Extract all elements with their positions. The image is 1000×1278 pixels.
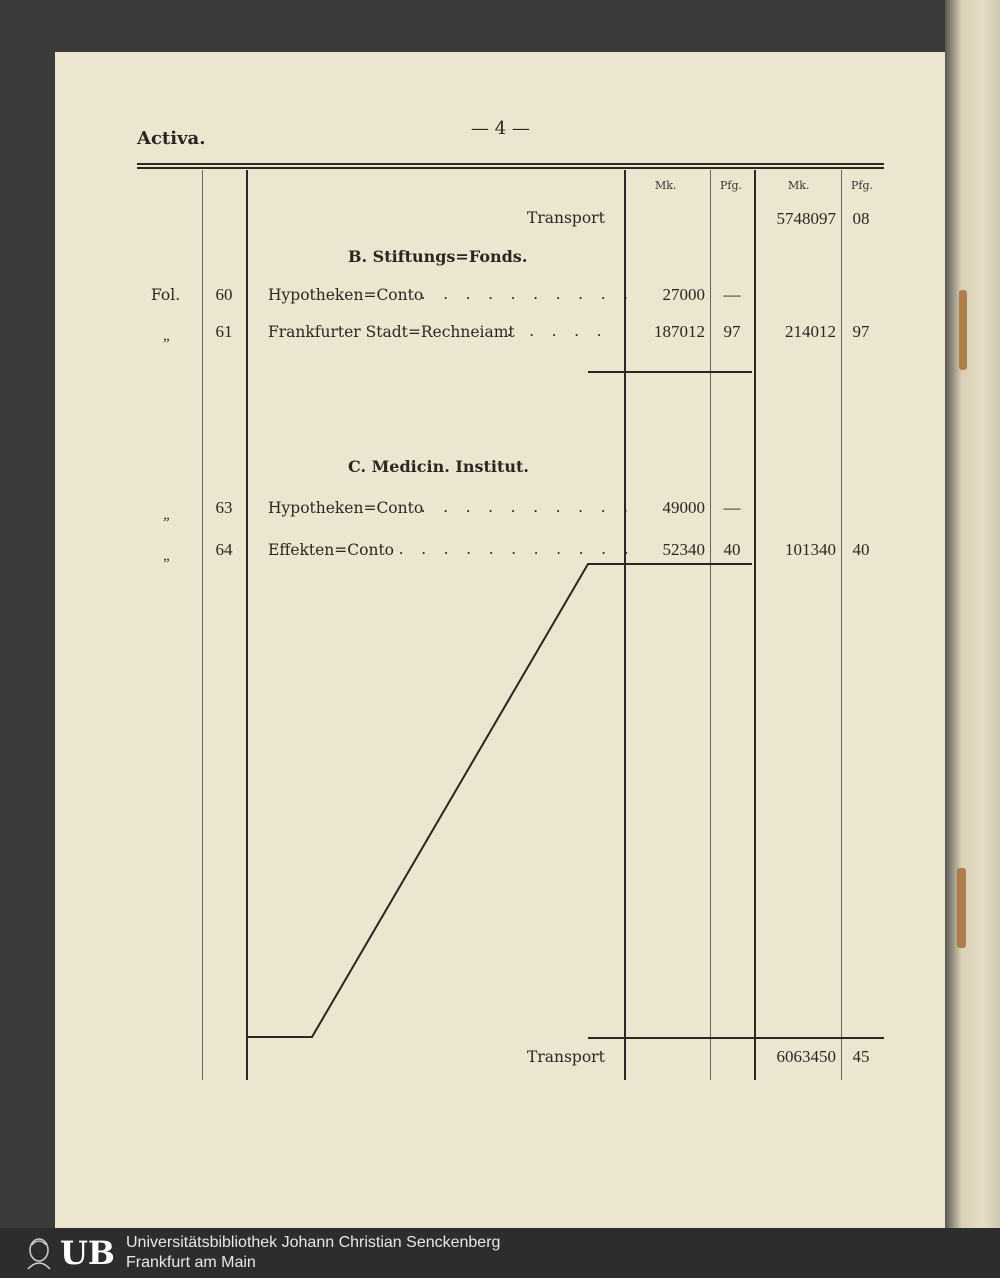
transport-bottom-mk: 6063450: [776, 1047, 836, 1066]
row-leader-dots: . . . . .: [507, 321, 609, 340]
document-page: [55, 52, 945, 1228]
ub-logo: UB: [60, 1234, 115, 1272]
col-header-pfg: Pfg.: [720, 179, 743, 192]
senckenberg-portrait-icon: [22, 1235, 56, 1271]
row-marker: „: [163, 548, 172, 564]
row-fol: 60: [215, 285, 233, 304]
section-b-title: B. Stiftungs=Fonds.: [348, 247, 528, 266]
row-mk: 27000: [662, 285, 705, 304]
next-page-edge: [945, 0, 1000, 1228]
footer-institution: Universitätsbibliothek Johann Christian Senckenberg: [126, 1234, 501, 1251]
row-mk: 187012: [654, 322, 705, 341]
row-fol: 64: [215, 540, 233, 559]
col-header-mk2: Mk.: [788, 179, 810, 192]
row-label: Hypotheken=Conto: [268, 286, 424, 304]
section-c-title: C. Medicin. Institut.: [348, 457, 529, 476]
row-pfg: —: [723, 498, 741, 517]
transport-top-mk: 5748097: [776, 209, 836, 228]
row-pfg: 97: [723, 322, 741, 341]
row-marker: „: [163, 328, 172, 344]
row-pfg2: 97: [852, 322, 870, 341]
row-leader-dots: . . . . . . . . . .: [421, 284, 635, 303]
row-leader-dots: . . . . . . . . . .: [421, 497, 635, 516]
page-number: — 4 —: [471, 118, 530, 139]
col-header-mk: Mk.: [655, 179, 677, 192]
row-fol: 63: [215, 498, 233, 517]
col-header-pfg2: Pfg.: [851, 179, 874, 192]
row-label: Frankfurter Stadt=Rechneiamt: [268, 323, 515, 341]
transport-top-label: Transport: [527, 209, 605, 227]
row-fol: 61: [215, 322, 233, 341]
page-header-activa: Activa.: [137, 128, 206, 149]
row-mk2: 214012: [785, 322, 836, 341]
transport-top-pfg: 08: [852, 209, 870, 228]
row-marker: „: [163, 507, 172, 523]
row-mk: 52340: [662, 540, 705, 559]
row-pfg: —: [723, 285, 741, 304]
transport-bottom-pfg: 45: [852, 1047, 870, 1066]
row-pfg2: 40: [852, 540, 870, 559]
row-marker: Fol.: [151, 286, 181, 304]
row-label: Effekten=Conto: [268, 541, 394, 559]
row-label: Hypotheken=Conto: [268, 499, 424, 517]
footer-city: Frankfurt am Main: [126, 1254, 256, 1271]
row-mk: 49000: [662, 498, 705, 517]
row-mk2: 101340: [785, 540, 836, 559]
row-pfg: 40: [723, 540, 741, 559]
transport-bottom-label: Transport: [527, 1048, 605, 1066]
total-rule: [588, 1037, 884, 1039]
library-footer: [0, 1228, 1000, 1278]
row-leader-dots: . . . . . . . . . . .: [399, 539, 636, 558]
